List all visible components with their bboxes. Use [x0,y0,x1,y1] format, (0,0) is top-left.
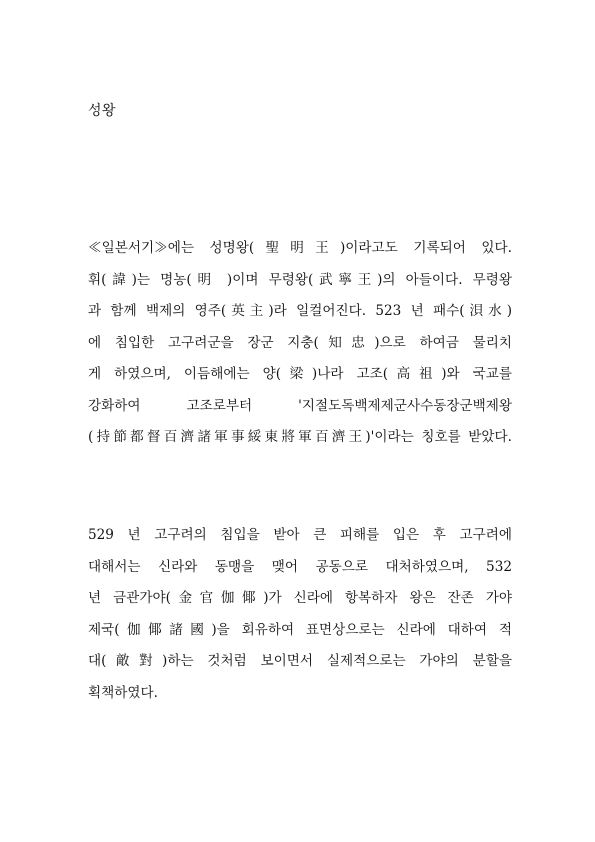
paragraph-line: 529 년 고구려의 침입을 받아 큰 피해를 입은 후 고구려에 [88,527,512,543]
paragraph-line: 대해서는 신라와 동맹을 맺어 공동으로 대처하였으며, 532 [88,558,512,575]
paragraph-line: 과 함께 백제의 영주(英主)라 일컬어진다. 523 년 패수(浿水) [88,303,512,319]
paragraph-line: 년 금관가야(金官伽倻)가 신라에 항복하자 왕은 잔존 가야 [88,590,512,606]
paragraph-line: 제국(伽倻諸國)을 회유하여 표면상으로는 신라에 대하여 적 [88,621,512,638]
paragraph-line: 대(敵對)하는 것처럼 보이면서 실제적으로는 가야의 분할을 [88,653,512,669]
paragraph-line: (持節都督百濟諸軍事綏東將軍百濟王)'이라는 칭호를 받았다. [88,429,512,445]
paragraph-line: ≪일본서기≫에는 성명왕(聖明王)이라고도 기록되어 있다. [88,240,512,256]
paragraph-1 [88,238,512,459]
page-title: 성왕 [88,103,117,119]
paragraph-line: 획책하였다. [88,684,158,701]
paragraph-line: 에 침입한 고구려군을 장군 지충(知忠)으로 하여금 물리치 [88,334,512,351]
paragraph-2 [88,525,512,714]
paragraph-line: 게 하였으며, 이듬해에는 양(梁)나라 고조(高祖)와 국교를 [88,366,512,382]
paragraph-line: 휘(諱)는 명농(明 )이며 무령왕(武寧王)의 아들이다. 무령왕 [88,271,512,288]
paragraph-line: 강화하여 고조로부터 '지절도독백제제군사수동장군백제왕 [88,397,512,414]
